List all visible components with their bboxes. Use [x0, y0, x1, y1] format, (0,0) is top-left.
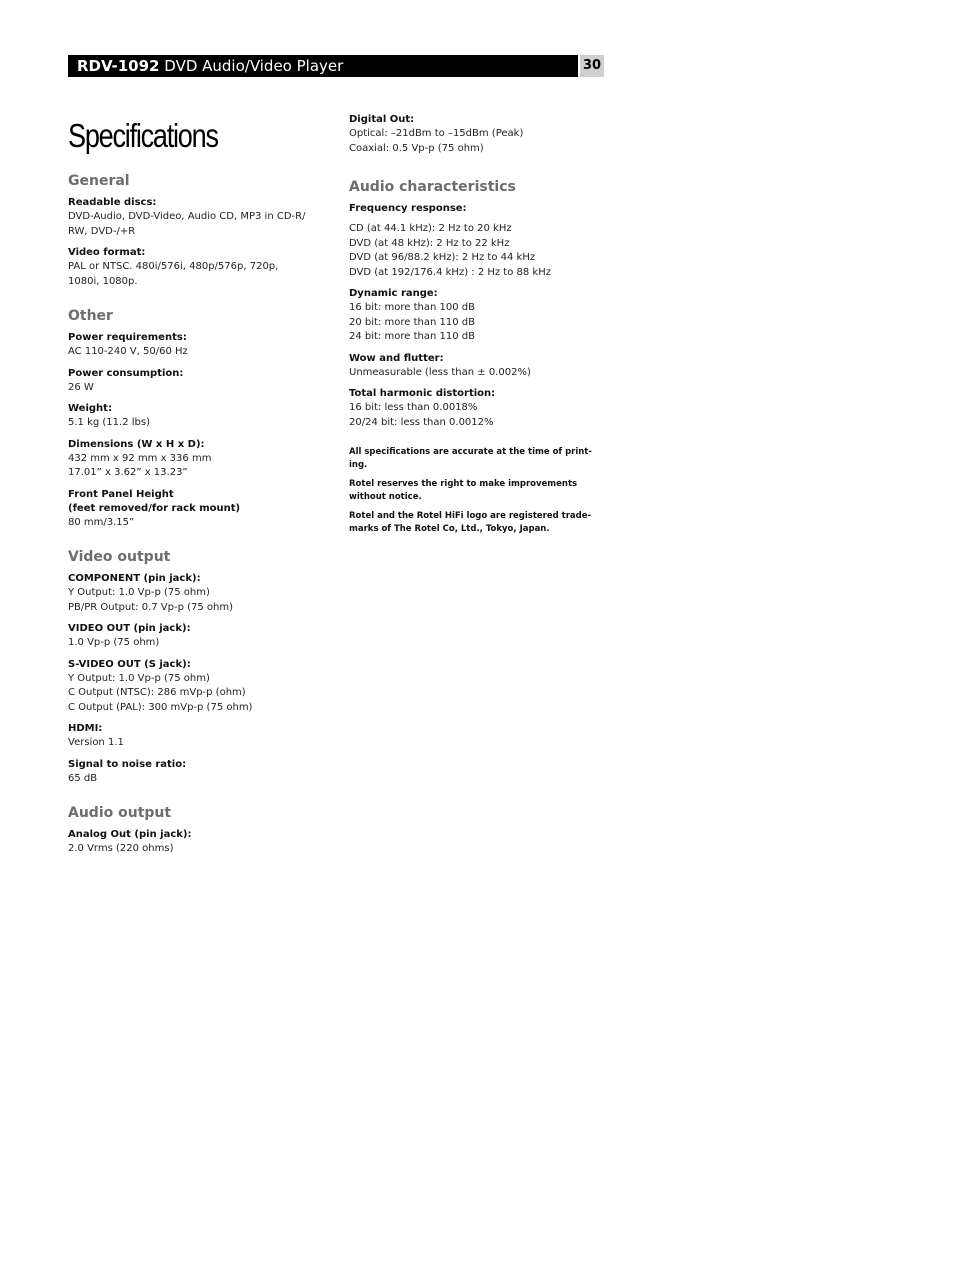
spec-label: HDMI:: [68, 723, 103, 734]
spec-label: Power consumption:: [68, 367, 184, 379]
spec-item: [68, 246, 330, 289]
spec-value: Y Output: 1.0 Vp-p (75 ohm): [68, 587, 210, 598]
spec-item: [68, 758, 330, 787]
page-number: 30: [580, 55, 604, 77]
spec-value: Y Output: 1.0 Vp-p (75 ohm): [68, 672, 210, 684]
spec-value: Optical: –21dBm to –15dBm (Peak): [349, 128, 524, 139]
section-heading: Video output: [68, 549, 171, 565]
spec-label: S-VIDEO OUT (S jack):: [68, 658, 191, 670]
digital-out-spec: [349, 113, 611, 156]
spec-value: 16 bit: less than 0.0018%: [349, 402, 478, 413]
spec-value: AC 110-240 V, 50/60 Hz: [68, 346, 188, 357]
spec-section: [68, 548, 330, 786]
spec-label: Readable discs:: [68, 197, 157, 208]
spec-item: [68, 438, 330, 481]
spec-value: 432 mm x 92 mm x 336 mm: [68, 452, 212, 464]
right-sections: [349, 178, 611, 430]
model-name: RDV-1092: [77, 57, 160, 75]
spec-value: DVD-Audio, DVD-Video, Audio CD, MP3 in CD-R/: [68, 211, 306, 222]
spec-label: Analog Out (pin jack):: [68, 829, 192, 840]
spec-value: DVD (at 192/176.4 kHz) : 2 Hz to 88 kHz: [349, 266, 551, 278]
spec-item: [349, 202, 611, 280]
right-column: [349, 113, 611, 542]
spec-value: 26 W: [68, 381, 94, 393]
notes: [349, 446, 611, 536]
spec-value: PB/PR Output: 0.7 Vp-p (75 ohm): [68, 601, 234, 613]
spec-label: Dynamic range:: [349, 288, 438, 299]
spec-label: Video format:: [68, 247, 146, 258]
product-name: DVD Audio/Video Player: [164, 57, 344, 75]
spec-value: PAL or NTSC. 480i/576i, 480p/576p, 720p,: [68, 261, 279, 272]
spec-label: Weight:: [68, 403, 112, 414]
spec-label: Wow and flutter:: [349, 352, 444, 364]
spec-item: [68, 196, 330, 239]
spec-value: 5.1 kg (11.2 lbs): [68, 417, 150, 428]
spec-section: [68, 804, 330, 857]
spec-label: Total harmonic distortion:: [349, 388, 496, 399]
spec-label: (feet removed/for rack mount): [68, 502, 241, 514]
spec-value: C Output (PAL): 300 mVp-p (75 ohm): [68, 701, 253, 713]
spec-section: [68, 307, 330, 530]
spec-value: 16 bit: more than 100 dB: [349, 302, 475, 313]
footnote-line: ing.: [349, 460, 368, 470]
spec-value: DVD (at 48 kHz): 2 Hz to 22 kHz: [349, 237, 510, 249]
spec-value: 20 bit: more than 110 dB: [349, 316, 475, 328]
spec-item: [68, 722, 330, 751]
spec-label: Signal to noise ratio:: [68, 758, 187, 770]
footnote: [349, 510, 611, 536]
spec-value: 80 mm/3.15”: [68, 516, 135, 528]
spec-value: CD (at 44.1 kHz): 2 Hz to 20 kHz: [349, 223, 512, 234]
spec-value: Unmeasurable (less than ± 0.002%): [349, 366, 531, 378]
spec-item: [68, 658, 330, 716]
section-heading: Audio output: [68, 805, 172, 821]
spec-item: [68, 488, 330, 531]
footnote: [349, 478, 611, 504]
spec-label: Dimensions (W x H x D):: [68, 438, 205, 450]
spec-value: 1080i, 1080p.: [68, 275, 138, 287]
spec-item: [68, 622, 330, 651]
spec-item: [349, 287, 611, 345]
spec-section: [349, 178, 611, 430]
spec-value: RW, DVD-/+R: [68, 225, 136, 237]
section-heading: General: [68, 173, 130, 189]
spec-value: C Output (NTSC): 286 mVp-p (ohm): [68, 687, 246, 698]
spec-value: 1.0 Vp-p (75 ohm): [68, 637, 160, 648]
spec-value: 17.01” x 3.62” x 13.23”: [68, 467, 188, 478]
spec-item: [68, 367, 330, 396]
header-bar: [68, 55, 578, 77]
spec-item: [349, 113, 611, 156]
spec-label: Front Panel Height: [68, 488, 174, 500]
spec-value: 24 bit: more than 110 dB: [349, 331, 475, 342]
spec-label: Power requirements:: [68, 332, 187, 343]
spec-value: DVD (at 96/88.2 kHz): 2 Hz to 44 kHz: [349, 252, 536, 263]
footnote-line: marks of The Rotel Co, Ltd., Tokyo, Japan.: [349, 524, 550, 534]
footnote-line: All specifications are accurate at the time of print-: [349, 447, 592, 457]
spec-value: 2.0 Vrms (220 ohms): [68, 843, 174, 854]
spec-item: [349, 387, 611, 430]
spec-label: VIDEO OUT (pin jack):: [68, 623, 191, 634]
footnote-line: Rotel reserves the right to make improvements: [349, 479, 578, 489]
spec-section: [68, 172, 330, 289]
spec-value: 20/24 bit: less than 0.0012%: [349, 416, 494, 428]
spec-label: COMPONENT (pin jack):: [68, 573, 201, 584]
spec-item: [68, 828, 330, 857]
section-heading: Other: [68, 308, 113, 324]
footnote-line: without notice.: [349, 492, 422, 502]
left-column: [68, 110, 330, 875]
section-heading: Audio characteristics: [349, 179, 516, 195]
spec-item: [68, 402, 330, 431]
spec-value: Coaxial: 0.5 Vp-p (75 ohm): [349, 142, 484, 154]
page-title: Specifications: [68, 117, 218, 154]
footnote: [349, 446, 611, 472]
spec-label: Frequency response:: [349, 203, 467, 214]
spec-value: 65 dB: [68, 772, 98, 784]
spec-item: [349, 352, 611, 381]
footnote-line: Rotel and the Rotel HiFi logo are registered trade-: [349, 511, 592, 521]
spec-item: [68, 572, 330, 615]
spec-label: Digital Out:: [349, 114, 415, 125]
spec-item: [68, 331, 330, 360]
left-sections: [68, 172, 330, 857]
spec-value: Version 1.1: [68, 737, 124, 748]
